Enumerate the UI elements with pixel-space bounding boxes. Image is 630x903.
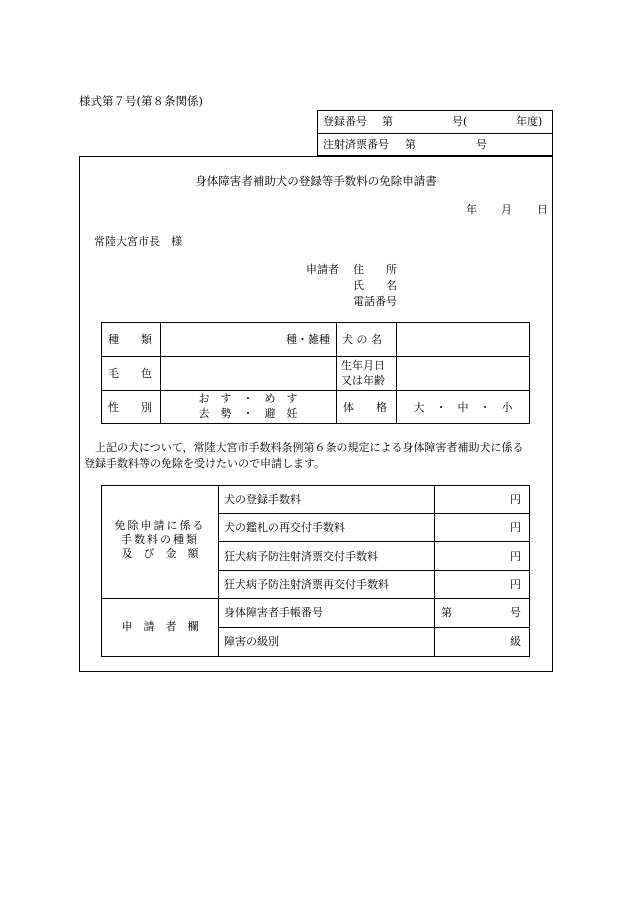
statement-line1: 上記の犬について，常陸大宮市手数料条例第６条の規定による身体障害者補助犬に係る bbox=[95, 441, 524, 454]
tag-dai: 第 bbox=[405, 138, 416, 151]
fee-item-unit: 円 bbox=[510, 578, 521, 591]
sex-label: 性 別 bbox=[108, 401, 152, 414]
body-size-options: 大 ・ 中 ・ 小 bbox=[413, 401, 513, 414]
dog-type-label: 種 類 bbox=[108, 333, 152, 346]
date-year: 年 bbox=[466, 203, 477, 216]
date-month: 月 bbox=[501, 203, 512, 216]
fee-item-unit: 円 bbox=[510, 493, 521, 506]
statement-line2: 登録手数料等の免除を受けたいので申請します。 bbox=[84, 457, 326, 470]
date-day: 日 bbox=[537, 203, 548, 216]
applicant-address-label: 住 所 bbox=[353, 263, 397, 276]
fee-item-unit: 円 bbox=[510, 521, 521, 534]
dob-label-line2: 又は年齢 bbox=[341, 374, 385, 387]
applicant-name-label: 氏 名 bbox=[353, 279, 397, 292]
coat-color-label: 毛 色 bbox=[108, 367, 152, 380]
exemption-section-line1: 免除申請に係る bbox=[114, 519, 206, 532]
sex-option-male-female: お す ・ め す bbox=[198, 392, 298, 405]
tag-go: 号 bbox=[476, 138, 487, 151]
applicant-label: 申請者 bbox=[306, 263, 339, 276]
fee-item-name: 狂犬病予防注射済票再交付手数料 bbox=[224, 578, 389, 591]
applicant-phone-label: 電話番号 bbox=[353, 295, 397, 308]
handbook-go: 号 bbox=[510, 606, 521, 619]
dog-name-label: 犬 の 名 bbox=[342, 333, 382, 346]
disability-grade-label: 障害の級別 bbox=[224, 635, 279, 648]
handbook-number-label: 身体障害者手帳番号 bbox=[224, 606, 323, 619]
registration-number-label: 登録番号 bbox=[323, 115, 367, 128]
registration-nendo: 年度) bbox=[516, 115, 543, 128]
fee-item-name: 犬の鑑札の再交付手数料 bbox=[224, 521, 345, 534]
dob-label-line1: 生年月日 bbox=[341, 359, 385, 372]
dog-breed-text: 種・雑種 bbox=[286, 333, 330, 346]
addressee: 常陸大宮市長 様 bbox=[94, 235, 182, 248]
fee-item-name: 犬の登録手数料 bbox=[224, 493, 301, 506]
sex-option-neutered-spayed: 去 勢 ・ 避 妊 bbox=[198, 407, 298, 420]
registration-go: 号( bbox=[452, 115, 468, 128]
registration-dai: 第 bbox=[382, 115, 393, 128]
applicant-section-label: 申 請 者 欄 bbox=[121, 620, 199, 633]
disability-grade-unit: 級 bbox=[510, 635, 521, 648]
fee-item-name: 狂犬病予防注射済票交付手数料 bbox=[224, 550, 378, 563]
fee-item-unit: 円 bbox=[510, 550, 521, 563]
page-title: 身体障害者補助犬の登録等手数料の免除申請書 bbox=[195, 174, 437, 188]
exemption-section-line2: 手数料の種類 bbox=[121, 533, 199, 546]
tag-number-label: 注射済票番号 bbox=[323, 138, 389, 151]
body-size-label: 体 格 bbox=[343, 401, 387, 414]
exemption-section-line3: 及 び 金 額 bbox=[121, 547, 199, 560]
handbook-dai: 第 bbox=[441, 606, 452, 619]
form-label: 様式第７号(第８条関係) bbox=[79, 94, 203, 108]
